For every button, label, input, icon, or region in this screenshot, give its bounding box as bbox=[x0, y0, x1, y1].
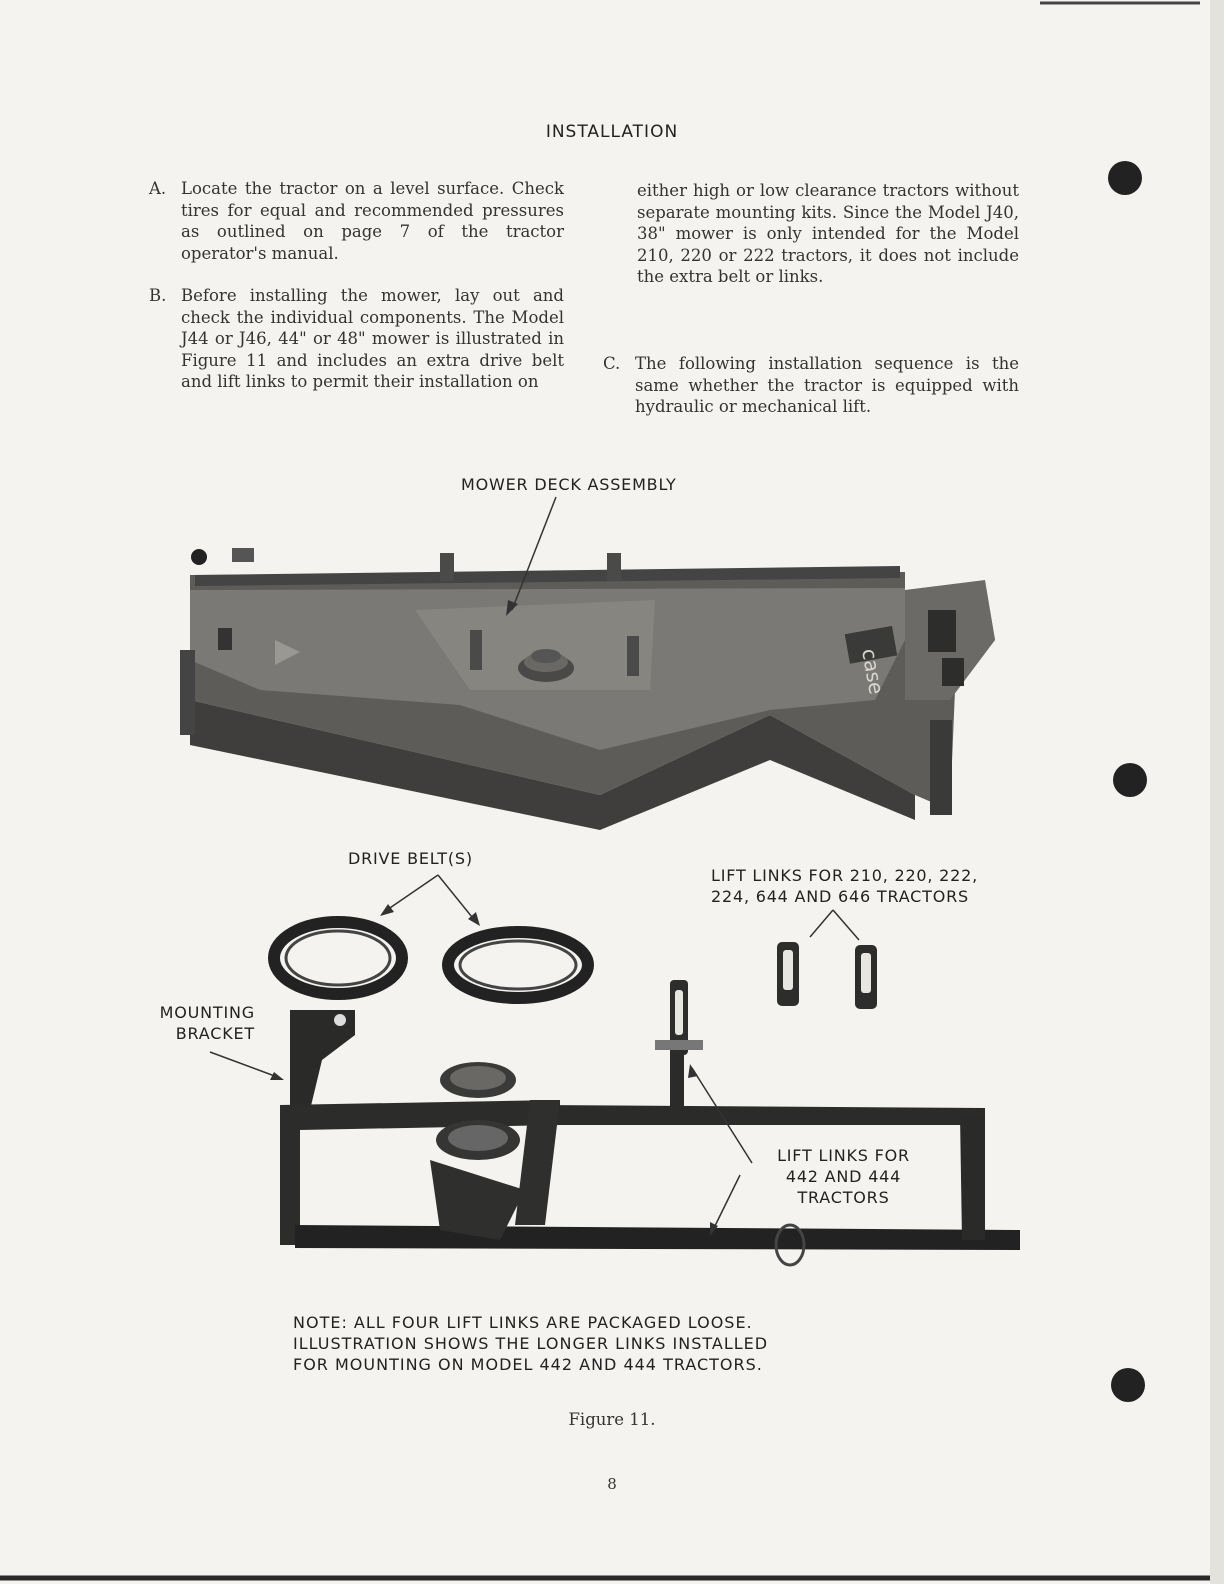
callout-text: LIFT LINKS FOR 210, 220, 222, bbox=[711, 866, 978, 885]
punch-hole-icon bbox=[1111, 1368, 1145, 1402]
mower-deck-assembly bbox=[180, 548, 995, 830]
section-heading: INSTALLATION bbox=[545, 122, 679, 142]
paragraph-text: either high or low clearance tractors without separate mounting kits. Since the Model J40, 38" mower is only intended for the Model 210, 220 or 222 tractors, it does not include the extra belt or links. bbox=[637, 181, 1019, 286]
page-number: 8 bbox=[607, 1475, 617, 1493]
mounting-bracket-frame bbox=[280, 980, 1020, 1265]
paragraph-text: The following installation sequence is the same whether the tractor is equipped with hydraulic or mechanical lift. bbox=[635, 354, 1019, 416]
callout-mounting-bracket bbox=[147, 1002, 255, 1044]
callout-text: LIFT LINKS FOR bbox=[777, 1146, 910, 1165]
paragraph-letter: A. bbox=[149, 179, 167, 198]
callout-short-lift-links bbox=[711, 865, 978, 907]
callout-text: 224, 644 AND 646 TRACTORS bbox=[711, 887, 969, 906]
drive-belts bbox=[274, 922, 588, 998]
callout-drive-belts bbox=[348, 848, 473, 869]
paragraph-letter: B. bbox=[149, 286, 167, 305]
callout-text: BRACKET bbox=[175, 1024, 255, 1043]
callout-mower-deck bbox=[461, 474, 677, 495]
paragraph-text: Locate the tractor on a level surface. Check tires for equal and recommended pressures as outlined on page 7 of the tractor operator's manual. bbox=[181, 179, 564, 263]
figure-note bbox=[293, 1312, 768, 1375]
callout-text: TRACTORS bbox=[797, 1188, 890, 1207]
callout-long-lift-links bbox=[756, 1145, 931, 1208]
paragraph-text: Before installing the mower, lay out and check the individual components. The Model J44 or J46, 44" or 48" mower is illustrated in Figure 11 and includes an extra drive belt and lift links to permit their installation on bbox=[181, 286, 564, 391]
note-line: NOTE: ALL FOUR LIFT LINKS ARE PACKAGED LOOSE. bbox=[293, 1313, 753, 1332]
paragraph-letter: C. bbox=[603, 354, 621, 373]
deck-logo: case bbox=[857, 646, 889, 697]
short-lift-links bbox=[777, 942, 877, 1009]
note-line: FOR MOUNTING ON MODEL 442 AND 444 TRACTORS. bbox=[293, 1355, 763, 1374]
callout-text: 442 AND 444 bbox=[785, 1167, 902, 1186]
callout-text: MOUNTING bbox=[159, 1003, 255, 1022]
punch-hole-icon bbox=[1113, 763, 1147, 797]
callout-text: DRIVE BELT(S) bbox=[348, 849, 473, 868]
callout-text: MOWER DECK ASSEMBLY bbox=[461, 475, 677, 494]
note-line: ILLUSTRATION SHOWS THE LONGER LINKS INSTALLED bbox=[293, 1334, 769, 1353]
figure-caption: Figure 11. bbox=[568, 1410, 656, 1429]
punch-hole-icon bbox=[1108, 161, 1142, 195]
